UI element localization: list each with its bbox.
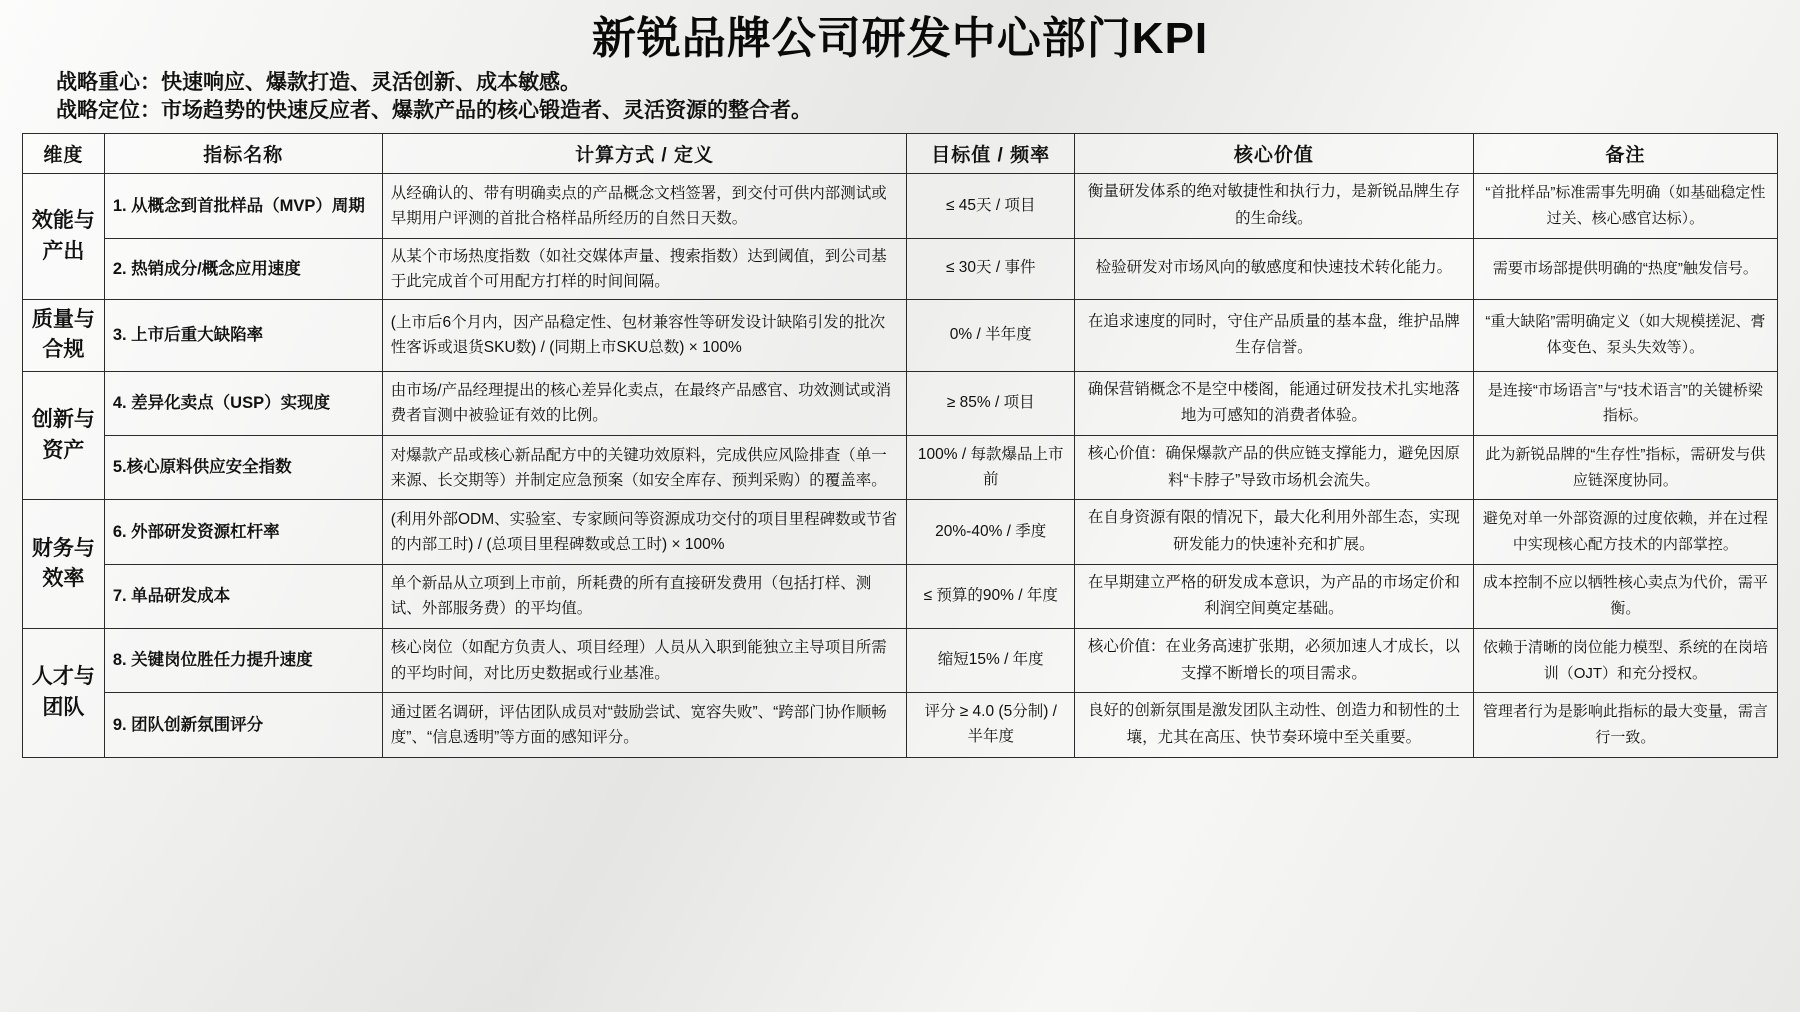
indicator-name-cell: 2. 热销成分/概念应用速度 <box>104 238 382 299</box>
indicator-name-cell: 1. 从概念到首批样品（MVP）周期 <box>104 174 382 238</box>
target-cell: ≤ 30天 / 事件 <box>907 238 1075 299</box>
core-value-cell: 核心价值：确保爆款产品的供应链支撑能力，避免因原料“卡脖子”导致市场机会流失。 <box>1075 436 1474 500</box>
formula-cell: (上市后6个月内，因产品稳定性、包材兼容性等研发设计缺陷引发的批次性客诉或退货SKU数) / (同期上市SKU总数) × 100% <box>382 299 907 371</box>
header-remark: 备注 <box>1473 134 1777 174</box>
remark-cell: 依赖于清晰的岗位能力模型、系统的在岗培训（OJT）和充分授权。 <box>1473 628 1777 692</box>
page-title: 新锐品牌公司研发中心部门KPI <box>591 14 1209 63</box>
header-dimension: 维度 <box>23 134 105 174</box>
target-cell: 20%-40% / 季度 <box>907 500 1075 564</box>
core-value-cell: 确保营销概念不是空中楼阁，能通过研发技术扎实地落地为可感知的消费者体验。 <box>1075 371 1474 435</box>
core-value-cell: 在早期建立严格的研发成本意识，为产品的市场定价和利润空间奠定基础。 <box>1075 564 1474 628</box>
remark-cell: “重大缺陷”需明确定义（如大规模搓泥、膏体变色、泵头失效等）。 <box>1473 299 1777 371</box>
core-value-cell: 衡量研发体系的绝对敏捷性和执行力，是新锐品牌生存的生命线。 <box>1075 174 1474 238</box>
remark-cell: 管理者行为是影响此指标的最大变量，需言行一致。 <box>1473 693 1777 757</box>
target-cell: 评分 ≥ 4.0 (5分制) / 半年度 <box>907 693 1075 757</box>
indicator-name-cell: 6. 外部研发资源杠杆率 <box>104 500 382 564</box>
header-core-value: 核心价值 <box>1075 134 1474 174</box>
formula-cell: 对爆款产品或核心新品配方中的关键功效原料，完成供应风险排查（单一来源、长交期等）并制定应急预案（如安全库存、预判采购）的覆盖率。 <box>382 436 907 500</box>
dimension-cell: 创新与资产 <box>23 371 105 500</box>
target-cell: ≥ 85% / 项目 <box>907 371 1075 435</box>
target-cell: ≤ 45天 / 项目 <box>907 174 1075 238</box>
indicator-name-cell: 5.核心原料供应安全指数 <box>104 436 382 500</box>
strategy-position-label: 战略定位： <box>56 98 161 122</box>
strategy-focus-label: 战略重心： <box>56 70 161 94</box>
table-row <box>23 174 1778 238</box>
remark-cell: 是连接“市场语言”与“技术语言”的关键桥梁指标。 <box>1473 371 1777 435</box>
indicator-name-cell: 3. 上市后重大缺陷率 <box>104 299 382 371</box>
table-row <box>23 500 1778 564</box>
core-value-cell: 在自身资源有限的情况下，最大化利用外部生态，实现研发能力的快速补充和扩展。 <box>1075 500 1474 564</box>
remark-cell: 此为新锐品牌的“生存性”指标，需研发与供应链深度协同。 <box>1473 436 1777 500</box>
strategy-focus-line <box>56 69 1778 97</box>
table-row <box>23 564 1778 628</box>
formula-cell: 由市场/产品经理提出的核心差异化卖点，在最终产品感官、功效测试或消费者盲测中被验证有效的比例。 <box>382 371 907 435</box>
strategy-position-value: 市场趋势的快速反应者、爆款产品的核心锻造者、灵活资源的整合者。 <box>161 98 812 122</box>
remark-cell: 需要市场部提供明确的“热度”触发信号。 <box>1473 238 1777 299</box>
table-header-row <box>23 134 1778 174</box>
core-value-cell: 在追求速度的同时，守住产品质量的基本盘，维护品牌生存信誉。 <box>1075 299 1474 371</box>
indicator-name-cell: 7. 单品研发成本 <box>104 564 382 628</box>
table-row <box>23 238 1778 299</box>
formula-cell: 核心岗位（如配方负责人、项目经理）人员从入职到能独立主导项目所需的平均时间，对比历史数据或行业基准。 <box>382 628 907 692</box>
core-value-cell: 检验研发对市场风向的敏感度和快速技术转化能力。 <box>1075 238 1474 299</box>
indicator-name-cell: 9. 团队创新氛围评分 <box>104 693 382 757</box>
dimension-cell: 财务与效率 <box>23 500 105 629</box>
dimension-cell: 效能与产出 <box>23 174 105 300</box>
header-target: 目标值 / 频率 <box>907 134 1075 174</box>
indicator-name-cell: 4. 差异化卖点（USP）实现度 <box>104 371 382 435</box>
target-cell: 缩短15% / 年度 <box>907 628 1075 692</box>
target-cell: 100% / 每款爆品上市前 <box>907 436 1075 500</box>
dimension-cell: 人才与团队 <box>23 628 105 757</box>
table-row <box>23 299 1778 371</box>
strategy-block <box>56 69 1778 126</box>
table-row <box>23 628 1778 692</box>
dimension-cell: 质量与合规 <box>23 299 105 371</box>
strategy-position-line <box>56 97 1778 125</box>
formula-cell: 单个新品从立项到上市前，所耗费的所有直接研发费用（包括打样、测试、外部服务费）的平均值。 <box>382 564 907 628</box>
indicator-name-cell: 8. 关键岗位胜任力提升速度 <box>104 628 382 692</box>
table-row <box>23 693 1778 757</box>
target-cell: ≤ 预算的90% / 年度 <box>907 564 1075 628</box>
core-value-cell: 核心价值：在业务高速扩张期，必须加速人才成长，以支撑不断增长的项目需求。 <box>1075 628 1474 692</box>
remark-cell: 避免对单一外部资源的过度依赖，并在过程中实现核心配方技术的内部掌控。 <box>1473 500 1777 564</box>
formula-cell: 从经确认的、带有明确卖点的产品概念文档签署，到交付可供内部测试或早期用户评测的首批合格样品所经历的自然日天数。 <box>382 174 907 238</box>
kpi-table <box>22 133 1778 757</box>
header-indicator-name: 指标名称 <box>104 134 382 174</box>
header-formula: 计算方式 / 定义 <box>382 134 907 174</box>
formula-cell: 通过匿名调研，评估团队成员对“鼓励尝试、宽容失败”、“跨部门协作顺畅度”、“信息透明”等方面的感知评分。 <box>382 693 907 757</box>
core-value-cell: 良好的创新氛围是激发团队主动性、创造力和韧性的土壤，尤其在高压、快节奏环境中至关重要。 <box>1075 693 1474 757</box>
table-row <box>23 371 1778 435</box>
table-row <box>23 436 1778 500</box>
target-cell: 0% / 半年度 <box>907 299 1075 371</box>
formula-cell: 从某个市场热度指数（如社交媒体声量、搜索指数）达到阈值，到公司基于此完成首个可用配方打样的时间间隔。 <box>382 238 907 299</box>
remark-cell: “首批样品”标准需事先明确（如基础稳定性过关、核心感官达标）。 <box>1473 174 1777 238</box>
remark-cell: 成本控制不应以牺牲核心卖点为代价，需平衡。 <box>1473 564 1777 628</box>
strategy-focus-value: 快速响应、爆款打造、灵活创新、成本敏感。 <box>161 70 581 94</box>
formula-cell: (利用外部ODM、实验室、专家顾问等资源成功交付的项目里程碑数或节省的内部工时) / (总项目里程碑数或总工时) × 100% <box>382 500 907 564</box>
